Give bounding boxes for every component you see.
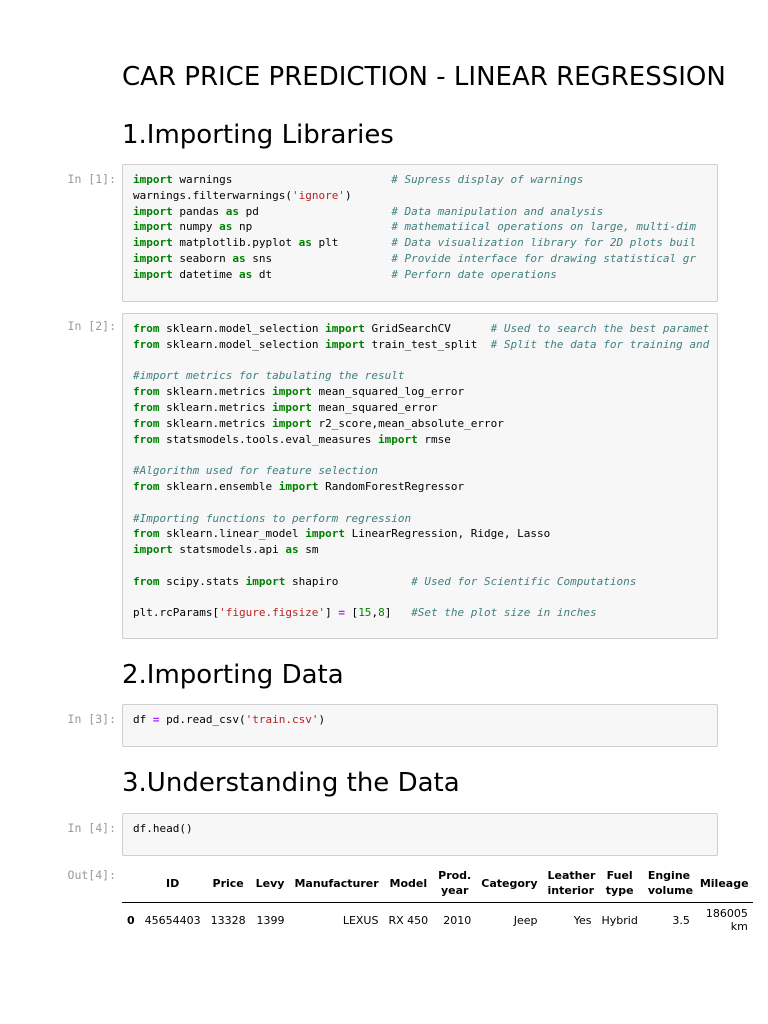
code-line: from sklearn.metrics import mean_squared_error [133, 400, 438, 414]
code-line: plt.rcParams['figure.figsize'] = [15,8] #Set the plot size in inches [133, 606, 597, 620]
table-cell: 13328 [210, 913, 246, 927]
code-cell-3[interactable] [122, 704, 718, 747]
code-line: import datetime as dt # Perforn date operations [133, 267, 557, 281]
code-line [133, 590, 717, 606]
table-cell: 1399 [256, 913, 285, 927]
code-cell-2[interactable] [122, 313, 718, 639]
column-header: Levy [251, 864, 290, 903]
section-heading-importing-libraries: 1.Importing Libraries [122, 120, 394, 150]
column-header: Manufacturer [289, 864, 383, 903]
column-header: Category [476, 864, 542, 903]
table-cell: RX 450 [388, 913, 429, 927]
column-header: Leather interior [543, 864, 597, 903]
code-line [133, 447, 717, 463]
code-line: from sklearn.metrics import mean_squared_log_error [133, 385, 465, 399]
section-heading-understanding-data: 3.Understanding the Data [122, 768, 460, 798]
code-cell-1-source [123, 165, 717, 283]
input-prompt-4: In [4]: [67, 821, 116, 835]
code-line [133, 558, 717, 574]
table-cell: LEXUS [342, 913, 379, 927]
table-cell: Jeep [513, 913, 538, 927]
code-line: from sklearn.linear_model import LinearRegression, Ridge, Lasso [133, 527, 551, 541]
column-header: Model [383, 864, 433, 903]
code-line: import seaborn as sns # Provide interface for drawing statistical gr [133, 251, 696, 265]
table-cell: 186005 km [705, 907, 748, 933]
table-cell: Hybrid [601, 913, 638, 927]
code-line: import numpy as np # mathematiical operations on large, multi-dim [133, 220, 696, 234]
code-cell-4[interactable] [122, 813, 718, 856]
input-prompt-2: In [2]: [67, 319, 116, 333]
code-line: #Importing functions to perform regression [133, 511, 412, 525]
table-body [122, 903, 753, 938]
table-row [122, 903, 753, 938]
table-cell: 3.5 [672, 913, 690, 927]
code-line: import warnings # Supress display of warnings [133, 173, 584, 186]
column-header: Prod. year [433, 864, 476, 903]
row-index: 0 [127, 913, 135, 927]
code-line: df.head() [133, 822, 193, 835]
section-heading-importing-data: 2.Importing Data [122, 660, 344, 690]
code-line: from statsmodels.tools.eval_measures import rmse [133, 432, 451, 446]
column-header: Engine volume [643, 864, 695, 903]
page-title: CAR PRICE PREDICTION - LINEAR REGRESSION [122, 62, 726, 92]
code-line: import pandas as pd # Data manipulation and analysis [133, 204, 604, 218]
input-prompt-1: In [1]: [67, 172, 116, 186]
code-cell-3-source [123, 705, 717, 728]
code-line: df = pd.read_csv('train.csv') [133, 713, 326, 726]
code-line: warnings.filterwarnings('ignore') [133, 188, 352, 202]
code-line: #import metrics for tabulating the result [133, 369, 405, 383]
code-line: from sklearn.model_selection import train_test_split # Split the data for training and [133, 337, 710, 351]
dataframe-head-table [122, 864, 753, 937]
input-prompt-3: In [3]: [67, 712, 116, 726]
column-header: Fuel type [597, 864, 643, 903]
column-header: ID [140, 864, 206, 903]
table-cell: Yes [573, 913, 592, 927]
code-cell-2-source [123, 314, 717, 621]
code-line: from sklearn.metrics import r2_score,mean_absolute_error [133, 416, 504, 430]
code-cell-1[interactable] [122, 164, 718, 302]
code-line: from sklearn.model_selection import GridSearchCV # Used to search the best paramet [133, 322, 710, 335]
table-header [122, 864, 753, 903]
code-line: import matplotlib.pyplot as plt # Data visualization library for 2D plots buil [133, 236, 696, 250]
code-line: import statsmodels.api as sm [133, 543, 319, 557]
index-header [122, 864, 140, 903]
output-prompt-4: Out[4]: [67, 868, 116, 882]
code-line: from scipy.stats import shapiro # Used for Scientific Computations [133, 574, 637, 588]
code-line: from sklearn.ensemble import RandomForestRegressor [133, 479, 465, 493]
code-cell-4-source [123, 814, 717, 837]
code-line [133, 353, 717, 369]
column-header: Price [206, 864, 251, 903]
column-header: Mileage [695, 864, 753, 903]
code-line: #Algorithm used for feature selection [133, 464, 379, 478]
table-cell: 45654403 [144, 913, 201, 927]
code-line [133, 495, 717, 511]
table-cell: 2010 [443, 913, 472, 927]
